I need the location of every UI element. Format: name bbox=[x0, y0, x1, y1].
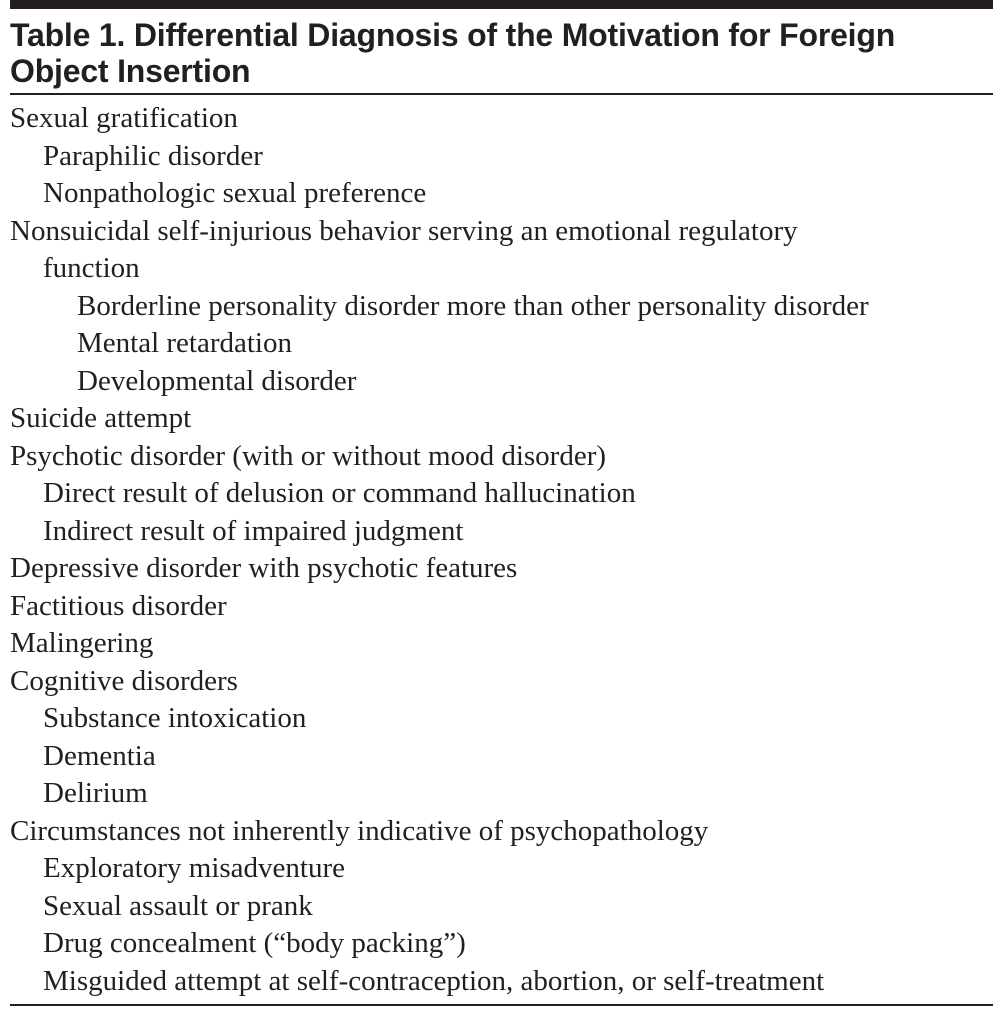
subcategory-row: Misguided attempt at self-contraception, abortion, or self-treatment bbox=[43, 964, 825, 997]
subcategory-row: Dementia bbox=[43, 739, 156, 772]
category-row: Factitious disorder bbox=[10, 589, 227, 622]
category-row: Psychotic disorder (with or without mood disorder) bbox=[10, 439, 607, 472]
bottom-rule bbox=[10, 1004, 993, 1006]
sub-subcategory-row: Borderline personality disorder more than other personality disorder bbox=[77, 289, 869, 322]
table-title-line-1: Table 1. Differential Diagnosis of the Motivation for Foreign bbox=[10, 17, 896, 53]
subcategory-row: function bbox=[43, 252, 140, 284]
table-title bbox=[10, 17, 993, 89]
table-title-line-2: Object Insertion bbox=[10, 53, 251, 89]
subcategory-row: Indirect result of impaired judgment bbox=[43, 514, 464, 547]
category-row: Suicide attempt bbox=[10, 402, 192, 434]
subcategory-row: Nonpathologic sexual preference bbox=[43, 177, 427, 209]
subcategory-row: Substance intoxication bbox=[43, 702, 307, 734]
subcategory-row: Drug concealment (“body packing”) bbox=[43, 927, 466, 959]
sub-subcategory-row: Developmental disorder bbox=[77, 364, 357, 397]
diagnosis-list bbox=[10, 100, 993, 1000]
subcategory-row: Delirium bbox=[43, 777, 148, 809]
diagnosis-table bbox=[10, 0, 993, 1006]
subcategory-row: Direct result of delusion or command hallucination bbox=[43, 477, 636, 509]
category-row: Cognitive disorders bbox=[10, 664, 238, 697]
category-row: Depressive disorder with psychotic features bbox=[10, 552, 518, 584]
subcategory-row: Sexual assault or prank bbox=[43, 889, 313, 922]
category-row: Sexual gratification bbox=[10, 102, 238, 134]
category-row: Malingering bbox=[10, 627, 154, 659]
subcategory-row: Exploratory misadventure bbox=[43, 852, 345, 884]
sub-subcategory-row: Mental retardation bbox=[77, 327, 292, 359]
category-row: Circumstances not inherently indicative of psychopathology bbox=[10, 814, 709, 847]
subcategory-row: Paraphilic disorder bbox=[43, 139, 263, 172]
category-row: Nonsuicidal self-injurious behavior serving an emotional regulatory bbox=[10, 214, 798, 247]
title-rule bbox=[10, 93, 993, 95]
top-rule bbox=[10, 0, 993, 9]
